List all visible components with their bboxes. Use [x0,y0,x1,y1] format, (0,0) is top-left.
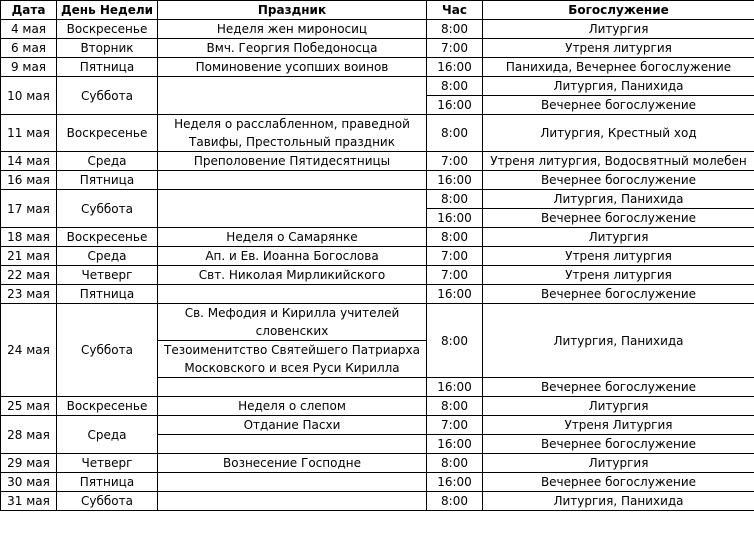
service-cell: Литургия, Панихида [483,190,754,209]
feast-cell: Св. Мефодия и Кирилла учителей [158,304,427,323]
day-cell: Пятница [57,171,158,190]
day-cell: Четверг [57,266,158,285]
service-cell: Литургия [483,20,754,39]
table-row [1,454,754,473]
service-cell: Вечернее богослужение [483,96,754,115]
feast-cell: Неделя о слепом [158,397,427,416]
day-cell: Среда [57,416,158,454]
date-cell: 11 мая [1,115,57,152]
service-cell: Литургия [483,397,754,416]
service-cell: Вечернее богослужение [483,171,754,190]
day-cell: Пятница [57,473,158,492]
date-cell: 10 мая [1,77,57,115]
date-cell: 24 мая [1,304,57,397]
table-row [1,58,754,77]
header-date: Дата [1,1,57,20]
time-cell: 8:00 [427,115,483,152]
date-cell: 4 мая [1,20,57,39]
table-row [1,171,754,190]
time-cell: 16:00 [427,378,483,397]
table-row [1,266,754,285]
feast-cell: Неделя о Самарянке [158,228,427,247]
time-cell: 8:00 [427,304,483,378]
feast-cell [158,492,427,511]
time-cell: 7:00 [427,266,483,285]
service-cell: Литургия, Панихида [483,304,754,378]
day-cell: Воскресенье [57,115,158,152]
date-cell: 9 мая [1,58,57,77]
table-row [1,228,754,247]
service-cell: Панихида, Вечернее богослужение [483,58,754,77]
table-row [1,285,754,304]
table-row [1,473,754,492]
table-row [1,397,754,416]
header-row [1,1,754,20]
table-row [1,115,754,134]
day-cell: Суббота [57,492,158,511]
date-cell: 28 мая [1,416,57,454]
date-cell: 14 мая [1,152,57,171]
service-cell: Утреня литургия [483,266,754,285]
service-cell: Вечернее богослужение [483,435,754,454]
service-cell: Утреня литургия [483,247,754,266]
feast-cell [158,435,427,454]
feast-cell: Преполовение Пятидесятницы [158,152,427,171]
date-cell: 21 мая [1,247,57,266]
time-cell: 8:00 [427,20,483,39]
table-row [1,20,754,39]
feast-cell: Тавифы, Престольный праздник [158,133,427,152]
table-row [1,247,754,266]
table-row [1,152,754,171]
service-cell: Вечернее богослужение [483,285,754,304]
table-row [1,304,754,323]
table-row [1,416,754,435]
time-cell: 16:00 [427,96,483,115]
header-time: Час [427,1,483,20]
header-feast: Праздник [158,1,427,20]
day-cell: Четверг [57,454,158,473]
table-row [1,39,754,58]
time-cell: 7:00 [427,152,483,171]
time-cell: 8:00 [427,77,483,96]
feast-cell: Вознесение Господне [158,454,427,473]
table-row [1,492,754,511]
feast-cell: Московского и всея Руси Кирилла [158,359,427,378]
service-cell: Вечернее богослужение [483,473,754,492]
service-cell: Утреня литургия [483,39,754,58]
time-cell: 7:00 [427,416,483,435]
service-cell: Литургия, Панихида [483,492,754,511]
feast-cell: Неделя жен мироносиц [158,20,427,39]
service-cell: Утреня литургия, Водосвятный молебен [483,152,754,171]
day-cell: Воскресенье [57,20,158,39]
date-cell: 25 мая [1,397,57,416]
feast-cell: Поминовение усопших воинов [158,58,427,77]
header-day: День Недели [57,1,158,20]
date-cell: 16 мая [1,171,57,190]
day-cell: Воскресенье [57,228,158,247]
feast-cell [158,77,427,115]
time-cell: 8:00 [427,397,483,416]
feast-cell: Тезоименитство Святейшего Патриарха [158,341,427,360]
time-cell: 16:00 [427,171,483,190]
time-cell: 8:00 [427,454,483,473]
service-cell: Вечернее богослужение [483,209,754,228]
date-cell: 29 мая [1,454,57,473]
time-cell: 8:00 [427,492,483,511]
time-cell: 16:00 [427,473,483,492]
time-cell: 16:00 [427,58,483,77]
feast-cell [158,190,427,228]
date-cell: 30 мая [1,473,57,492]
feast-cell: Ап. и Ев. Иоанна Богослова [158,247,427,266]
service-cell: Утреня Литургия [483,416,754,435]
feast-cell [158,285,427,304]
time-cell: 7:00 [427,39,483,58]
time-cell: 8:00 [427,190,483,209]
table-row [1,77,754,96]
date-cell: 22 мая [1,266,57,285]
time-cell: 16:00 [427,209,483,228]
date-cell: 23 мая [1,285,57,304]
day-cell: Вторник [57,39,158,58]
day-cell: Суббота [57,190,158,228]
service-cell: Вечернее богослужение [483,378,754,397]
day-cell: Среда [57,247,158,266]
service-cell: Литургия, Панихида [483,77,754,96]
service-cell: Литургия, Крестный ход [483,115,754,152]
header-service: Богослужение [483,1,754,20]
date-cell: 17 мая [1,190,57,228]
feast-cell: Отдание Пасхи [158,416,427,435]
feast-cell: Вмч. Георгия Победоносца [158,39,427,58]
time-cell: 16:00 [427,285,483,304]
feast-cell [158,171,427,190]
date-cell: 31 мая [1,492,57,511]
day-cell: Пятница [57,285,158,304]
day-cell: Суббота [57,304,158,397]
feast-cell [158,378,427,397]
time-cell: 16:00 [427,435,483,454]
date-cell: 6 мая [1,39,57,58]
feast-cell: Неделя о расслабленном, праведной [158,115,427,134]
feast-cell: словенских [158,322,427,341]
service-cell: Литургия [483,228,754,247]
table-row [1,190,754,209]
day-cell: Суббота [57,77,158,115]
time-cell: 7:00 [427,247,483,266]
feast-cell: Свт. Николая Мирликийского [158,266,427,285]
time-cell: 8:00 [427,228,483,247]
feast-cell [158,473,427,492]
day-cell: Воскресенье [57,397,158,416]
date-cell: 18 мая [1,228,57,247]
day-cell: Среда [57,152,158,171]
service-cell: Литургия [483,454,754,473]
day-cell: Пятница [57,58,158,77]
